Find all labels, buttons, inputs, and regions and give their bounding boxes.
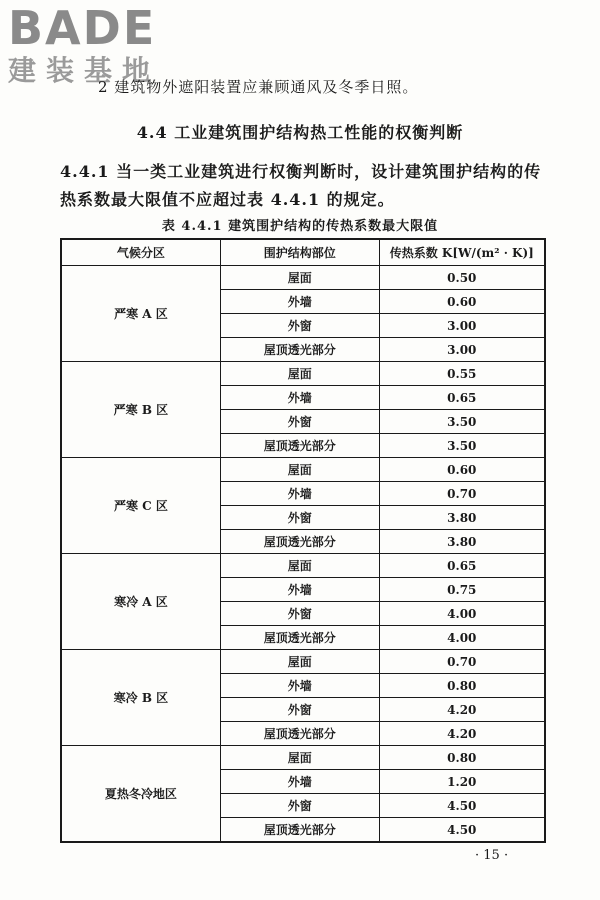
k-value-cell: 4.50: [379, 818, 545, 843]
k-value-cell: 3.50: [379, 410, 545, 434]
envelope-part-cell: 屋顶透光部分: [220, 338, 379, 362]
k-value-cell: 0.75: [379, 578, 545, 602]
k-value-cell: 4.20: [379, 722, 545, 746]
k-value-cell: 4.00: [379, 602, 545, 626]
table-body: [61, 266, 545, 843]
table-row: [61, 554, 545, 578]
envelope-part-cell: 屋顶透光部分: [220, 626, 379, 650]
header-climate-zone: 气候分区: [61, 239, 220, 266]
k-value-cell: 0.70: [379, 482, 545, 506]
envelope-part-cell: 屋面: [220, 266, 379, 290]
table-row: [61, 458, 545, 482]
envelope-part-cell: 外墙: [220, 290, 379, 314]
k-value-cell: 4.50: [379, 794, 545, 818]
climate-zone-cell: 严寒 A 区: [61, 266, 220, 362]
envelope-part-cell: 外墙: [220, 578, 379, 602]
k-value-cell: 0.60: [379, 290, 545, 314]
k-value-cell: 3.80: [379, 506, 545, 530]
k-value-cell: 0.65: [379, 386, 545, 410]
climate-zone-cell: 严寒 B 区: [61, 362, 220, 458]
envelope-part-cell: 外墙: [220, 482, 379, 506]
envelope-part-cell: 屋顶透光部分: [220, 434, 379, 458]
envelope-part-cell: 外墙: [220, 674, 379, 698]
envelope-part-cell: 屋面: [220, 746, 379, 770]
k-value-cell: 0.80: [379, 674, 545, 698]
envelope-part-cell: 屋顶透光部分: [220, 530, 379, 554]
envelope-part-cell: 屋面: [220, 458, 379, 482]
header-k-value: 传热系数 K[W/(m² · K)]: [379, 239, 545, 266]
k-value-cell: 3.00: [379, 338, 545, 362]
envelope-part-cell: 屋面: [220, 362, 379, 386]
table-row: [61, 650, 545, 674]
table-header-row: [61, 239, 545, 266]
clause-4-4-1: 4.4.1 当一类工业建筑进行权衡判断时，设计建筑围护结构的传热系数最大限值不应超过表 4.4.1 的规定。: [60, 162, 542, 209]
envelope-part-cell: 外窗: [220, 602, 379, 626]
k-value-cell: 0.65: [379, 554, 545, 578]
table-row: [61, 362, 545, 386]
climate-zone-cell: 严寒 C 区: [61, 458, 220, 554]
envelope-part-cell: 外墙: [220, 386, 379, 410]
page-number: · 15 ·: [475, 848, 509, 863]
k-value-cell: 3.80: [379, 530, 545, 554]
envelope-part-cell: 屋顶透光部分: [220, 722, 379, 746]
envelope-part-cell: 外窗: [220, 314, 379, 338]
envelope-part-cell: 外窗: [220, 794, 379, 818]
k-value-cell: 0.70: [379, 650, 545, 674]
heat-transfer-table: [60, 238, 546, 843]
k-value-cell: 4.20: [379, 698, 545, 722]
envelope-part-cell: 外窗: [220, 506, 379, 530]
envelope-part-cell: 外窗: [220, 698, 379, 722]
watermark-brand: BADE: [8, 1, 157, 55]
climate-zone-cell: 寒冷 B 区: [61, 650, 220, 746]
k-value-cell: 4.00: [379, 626, 545, 650]
climate-zone-cell: 寒冷 A 区: [61, 554, 220, 650]
header-envelope-part: 围护结构部位: [220, 239, 379, 266]
envelope-part-cell: 屋面: [220, 554, 379, 578]
k-value-cell: 0.60: [379, 458, 545, 482]
k-value-cell: 1.20: [379, 770, 545, 794]
table-title: 表 4.4.1 建筑围护结构的传热系数最大限值: [161, 219, 439, 234]
table-row: [61, 266, 545, 290]
envelope-part-cell: 屋顶透光部分: [220, 818, 379, 843]
watermark-subtitle: 建装基地: [8, 54, 161, 87]
section-heading: 4.4 工业建筑围护结构热工性能的权衡判断: [136, 123, 464, 142]
envelope-part-cell: 外窗: [220, 410, 379, 434]
k-value-cell: 3.00: [379, 314, 545, 338]
climate-zone-cell: 夏热冬冷地区: [61, 746, 220, 843]
previous-clause-line: 2 建筑物外遮阳装置应兼顾通风及冬季日照。: [98, 78, 419, 96]
envelope-part-cell: 屋面: [220, 650, 379, 674]
table-row: [61, 746, 545, 770]
k-value-cell: 0.80: [379, 746, 545, 770]
envelope-part-cell: 外墙: [220, 770, 379, 794]
k-value-cell: 0.50: [379, 266, 545, 290]
k-value-cell: 0.55: [379, 362, 545, 386]
k-value-cell: 3.50: [379, 434, 545, 458]
